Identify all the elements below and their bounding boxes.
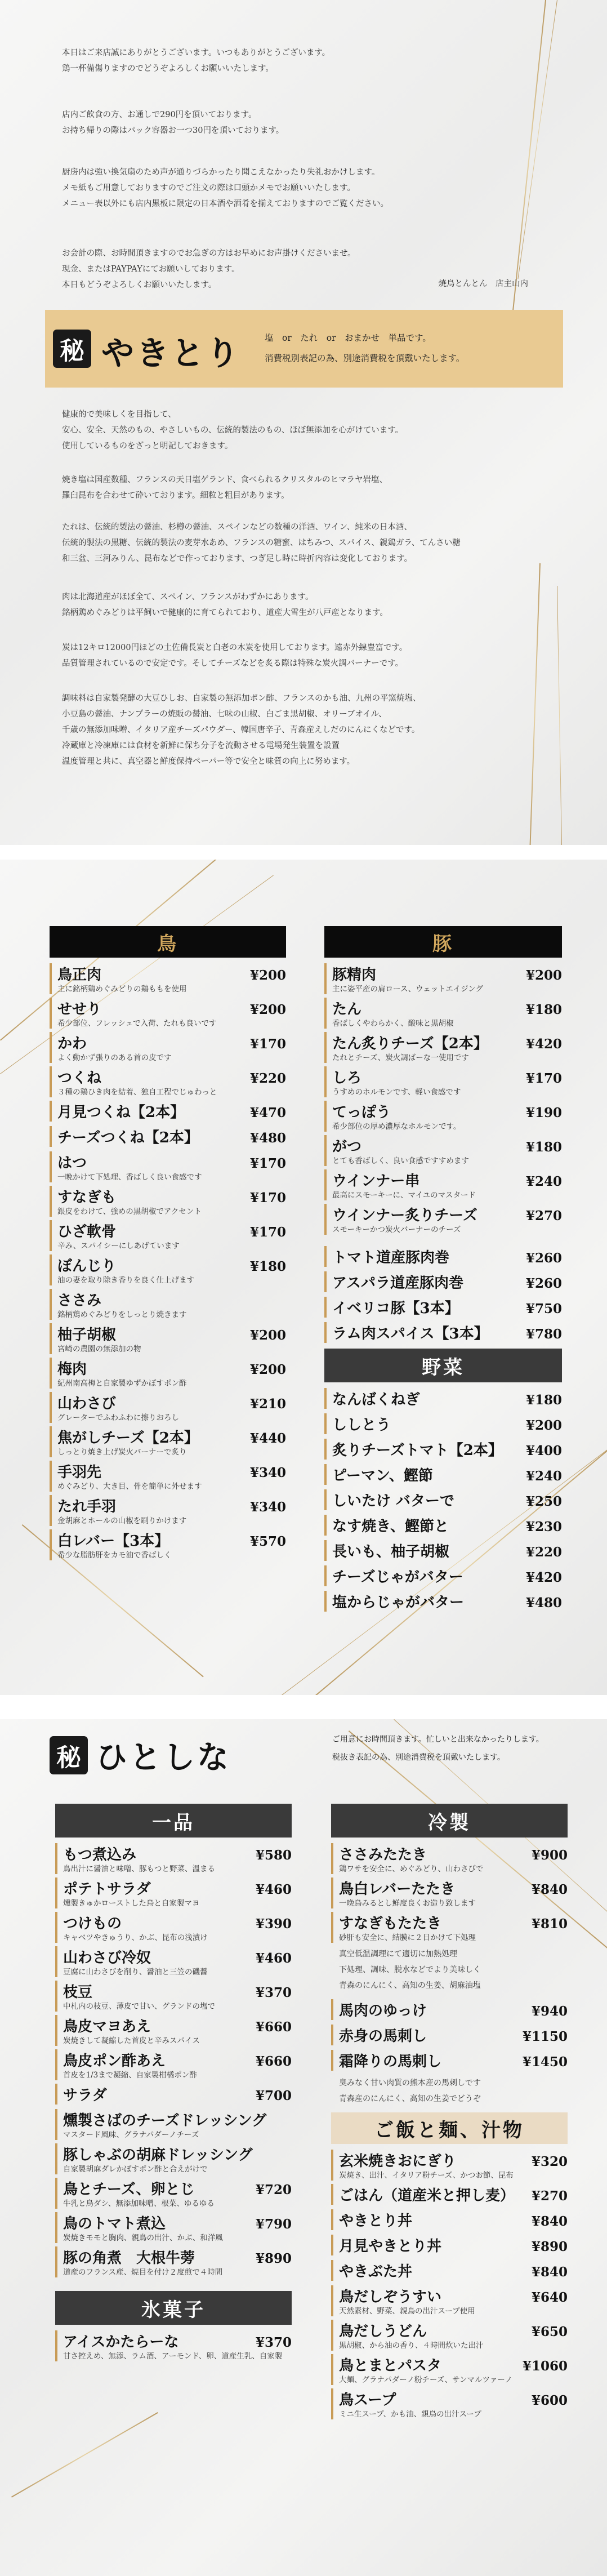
item-price: ¥840 xyxy=(531,2264,568,2280)
item-name: すなぎもたたき xyxy=(339,1915,442,1932)
item-name: ひざ軟骨 xyxy=(57,1224,117,1240)
menu-item xyxy=(55,2330,292,2361)
item-price: ¥260 xyxy=(525,1251,562,1266)
item-name: てっぽう xyxy=(332,1104,391,1121)
item-desc: 首皮を1/3まで凝縮、自家製柑橘ポン酢 xyxy=(63,2071,197,2080)
item-price: ¥900 xyxy=(531,1848,568,1863)
item-desc: 油の妻を取り除き香りを良く仕上げます xyxy=(57,1276,194,1285)
item-name: 鳥だしぞうすい xyxy=(339,2289,442,2306)
item-name: すなぎも xyxy=(57,1189,117,1206)
item-name: ごはん（道産米と押し麦） xyxy=(339,2187,515,2204)
buta-column xyxy=(324,926,562,1616)
hitoshina-title: ひとしな xyxy=(96,1739,231,1776)
menu-item xyxy=(50,1323,286,1354)
menu-item xyxy=(324,1322,562,1343)
menu-item xyxy=(55,2015,292,2046)
menu-item xyxy=(331,2209,568,2230)
menu-item xyxy=(331,2320,568,2351)
item-desc: 炭焼き、出汁、イタリア粉チーズ、かつお節、昆布 xyxy=(339,2171,514,2180)
item-price: ¥480 xyxy=(525,1595,562,1610)
menu-item xyxy=(324,1135,562,1166)
menu-item xyxy=(324,1169,562,1200)
item-desc: スモーキーかつ炭火バーナーのチーズ xyxy=(332,1225,461,1234)
item-desc: 希少部位の厚め濃厚なホルモンです。 xyxy=(332,1122,461,1131)
item-desc: 辛み、スパイシーにしあげています xyxy=(57,1242,180,1251)
item-name: ポテトサラダ xyxy=(63,1881,151,1898)
intro-line: 現金、またはPAYPAYにてお願いしております。 xyxy=(62,265,240,274)
item-name: アスパラ道産豚肉巻 xyxy=(332,1275,463,1292)
item-price: ¥270 xyxy=(531,2188,568,2204)
item-desc: 鳥出汁に醤油と味噌、豚もつと野菜、温まる xyxy=(63,1865,215,1874)
item-desc: 鶏ワサを安全に、めぐみどり、山わさびで xyxy=(339,1865,484,1874)
menu-item xyxy=(331,2354,568,2385)
item-price: ¥660 xyxy=(255,2054,292,2069)
item-desc: グレーターでふわふわに擦りおろし xyxy=(57,1413,179,1422)
hitoshina-line1: ご用意にお時間頂きます。忙しいと出来なかったりします。 xyxy=(332,1735,544,1744)
item-desc: 一晩かけて下処理、香ばしく良い食感です xyxy=(57,1173,202,1182)
item-name: 枝豆 xyxy=(63,1984,93,2001)
item-price: ¥170 xyxy=(249,1225,286,1240)
item-desc: めぐみどり、大き目、骨を簡単に外せます xyxy=(57,1482,202,1491)
item-name: つけもの xyxy=(63,1915,122,1932)
menu-item xyxy=(50,1461,286,1492)
yakitori-line2: 消費税別表記の為、別途消費税を頂戴いたします。 xyxy=(265,353,465,363)
menu-item xyxy=(50,1126,286,1147)
item-price: ¥200 xyxy=(525,968,562,983)
menu-item xyxy=(324,998,562,1029)
menu-item xyxy=(331,2150,568,2181)
item-name: 焦がしチーズ【2本】 xyxy=(57,1430,199,1447)
menu-item xyxy=(50,1032,286,1063)
item-price: ¥420 xyxy=(525,1036,562,1052)
item-desc: マスタード風味、グラナパダーノチーズ xyxy=(63,2130,199,2139)
body-paragraph: 健康的で美味しくを目指して、 安心、安全、天然のもの、やさしいもの、伝統的製法のもの、ほぼ無添加を心がけています。 使用しているものをざっと明記しておきます。 xyxy=(62,410,404,451)
intro-line: 厨房内は強い換気扇のため声が通りづらかったり聞こえなかったり失礼おかけします。 xyxy=(62,168,380,177)
item-desc: 炭焼きして凝縮した首皮と辛みスパイス xyxy=(63,2036,200,2045)
tori-column xyxy=(50,926,286,1564)
item-name: 豚の角煮 大根牛蒡 xyxy=(63,2250,195,2267)
item-name: ぼんじり xyxy=(57,1258,117,1275)
item-price: ¥460 xyxy=(255,1951,292,1966)
item-name: イベリコ豚【3本】 xyxy=(332,1300,459,1317)
menu-item xyxy=(324,1515,562,1536)
item-desc: 香ばしくやわらかく、酸味と黒胡椒 xyxy=(332,1019,454,1028)
item-name: 鳥スープ xyxy=(339,2392,396,2409)
menu-item xyxy=(50,1358,286,1389)
item-name: 豚しゃぶの胡麻ドレッシング xyxy=(63,2147,253,2164)
item-price: ¥480 xyxy=(249,1131,286,1146)
menu-item xyxy=(331,2184,568,2205)
reisei-note2: 臭みなく甘い肉質の熊本産の馬刺しです 青森産のにんにく、高知の生姜でどうぞ xyxy=(339,2079,481,2103)
item-price: ¥240 xyxy=(525,1469,562,1484)
menu-item xyxy=(324,1271,562,1292)
item-price: ¥320 xyxy=(531,2154,568,2169)
menu-item xyxy=(324,1297,562,1318)
item-price: ¥810 xyxy=(531,1916,568,1932)
item-desc: 大麺、グラナパダーノ粉チーズ、サンマルツァーノ xyxy=(339,2375,513,2384)
hyoka-header: 氷菓子 xyxy=(55,2291,292,2325)
item-price: ¥340 xyxy=(249,1465,286,1480)
item-desc: とても香ばしく、良い食感ですすめます xyxy=(332,1156,469,1165)
menu-item xyxy=(50,1392,286,1423)
item-name: 豚精肉 xyxy=(332,967,377,984)
item-price: ¥180 xyxy=(525,1140,562,1155)
item-desc: 甘さ控えめ、無添、ラム酒、アーモンド、卵、道産生乳、自家製 xyxy=(63,2352,283,2361)
item-name: 鳥とチーズ、卵とじ xyxy=(63,2181,195,2198)
item-desc: 銀皮をわけて、強めの黒胡椒でアクセント xyxy=(57,1207,202,1216)
item-name: たれ手羽 xyxy=(57,1498,117,1515)
yakitori-title: やきとり xyxy=(101,334,242,372)
menu-item xyxy=(324,1032,562,1063)
menu-item xyxy=(324,1439,562,1460)
menu-item xyxy=(331,1878,568,1908)
item-price: ¥340 xyxy=(249,1500,286,1515)
item-desc: 宮崎の農園の無添加の物 xyxy=(57,1345,141,1354)
item-price: ¥260 xyxy=(525,1276,562,1291)
item-price: ¥890 xyxy=(255,2251,292,2266)
item-name: ささみたたき xyxy=(339,1847,427,1863)
menu-item xyxy=(324,1540,562,1561)
item-name: 山わさび xyxy=(57,1395,117,1412)
item-name: ウインナー串 xyxy=(332,1173,420,1190)
reisei-header: 冷製 xyxy=(331,1804,568,1838)
item-name: なんばくねぎ xyxy=(332,1391,421,1408)
item-price: ¥190 xyxy=(525,1105,562,1120)
item-price: ¥570 xyxy=(249,1534,286,1549)
menu-item xyxy=(331,2260,568,2281)
item-price: ¥660 xyxy=(255,2019,292,2035)
item-price: ¥180 xyxy=(525,1392,562,1408)
menu-item xyxy=(55,2212,292,2243)
menu-item xyxy=(331,1912,568,1943)
item-name: 梅肉 xyxy=(57,1361,87,1378)
item-desc: 銘柄鶏めぐみどりをしっとり焼きます xyxy=(57,1310,187,1319)
intro-line: 店内ご飲食の方、お通しで290円を頂いております。 xyxy=(62,110,257,119)
item-name: ウインナー炙りチーズ xyxy=(332,1207,477,1224)
item-price: ¥210 xyxy=(249,1396,286,1412)
menu-item xyxy=(324,963,562,994)
item-price: ¥170 xyxy=(249,1190,286,1205)
item-desc: 豆腐に山わさびを削り、醤油と三笠の磯醤 xyxy=(63,1968,208,1977)
menu-item xyxy=(55,2143,292,2174)
menu-item xyxy=(331,2050,568,2071)
item-desc: うすめのホルモンです、軽い食感です xyxy=(332,1088,461,1097)
menu-item xyxy=(324,1066,562,1097)
item-price: ¥750 xyxy=(525,1301,562,1316)
item-name: かわ xyxy=(57,1035,87,1052)
item-name: ピーマン、鰹節 xyxy=(332,1467,433,1484)
item-price: ¥840 xyxy=(531,1882,568,1897)
item-desc: 主に姿平産の肩ロース、ウェットエイジング xyxy=(332,985,484,994)
item-price: ¥370 xyxy=(255,1985,292,2000)
body-paragraph: 調味料は自家製発酵の大豆ひしお、自家製の無添加ポン酢、フランスのかも油、九州の平窯焼塩、 小豆島の醤油、ナンプラーの焼販の醤油、七味の山椒、白ごま黒胡椒、オリーブオイル、 千歳の無添加味噌、イタリア産チーズパウダー、韓国唐辛子、青森産えしだのにんにくなどです。 冷蔵庫と冷凍庫には食材を新鮮に保ち分子を流動させる電場発生装置を設置 温度管理と共に、真空器と鮮度保持ペーパー等で安全と味質の向上に努めます。 xyxy=(62,694,421,766)
menu-item xyxy=(324,1204,562,1235)
menu-item xyxy=(55,1878,292,1908)
item-desc: 金胡麻とホールの山椒を刷りかけます xyxy=(57,1516,187,1525)
item-price: ¥1150 xyxy=(522,2029,568,2044)
menu-item xyxy=(324,1464,562,1485)
item-price: ¥1450 xyxy=(522,2054,568,2070)
tori-header: 鳥 xyxy=(50,926,286,958)
item-desc: 最高にスモーキーに、マイユのマスタード xyxy=(332,1191,476,1200)
item-price: ¥180 xyxy=(249,1259,286,1274)
item-name: はつ xyxy=(57,1155,87,1172)
item-name: 長いも、柚子胡椒 xyxy=(332,1543,450,1560)
item-desc: 道産のフランス産、焼目を付け２度煎で４時間 xyxy=(63,2268,223,2277)
body-paragraph: 炭は12キロ12000円ほどの土佐備長炭と白老の木炭を使用しております。遠赤外線豊富です。 品質管理されているので安定です。そしてチーズなどを炙る際は特殊な炭火調バーナーです。 xyxy=(62,643,408,668)
item-price: ¥170 xyxy=(525,1071,562,1086)
item-price: ¥1060 xyxy=(522,2359,568,2374)
menu-item xyxy=(55,2178,292,2209)
body-paragraph: たれは、伝統的製法の醤油、杉樽の醤油、スペインなどの数種の洋酒、ワイン、純米の日本酒、 伝統的製法の黒糖、伝統的製法の麦芽水あめ、フランスの糖蜜、はちみつ、スパイス、親鶏ガラ、てんさい糖 和三盆、三河みりん、昆布などで作っております、つぎ足し時に時折内容は変化しております。 xyxy=(62,523,461,563)
item-price: ¥700 xyxy=(255,2088,292,2103)
item-name: 鳥白レバーたたき xyxy=(339,1881,456,1898)
item-name: 燻製さばのチーズドレッシング xyxy=(63,2112,267,2129)
item-name: ささみ xyxy=(57,1292,102,1309)
menu-item xyxy=(55,1981,292,2012)
body-paragraph: 焼き塩は国産数種、フランスの天日塩ゲランド、食べられるクリスタルのヒマラヤ岩塩、 羅臼昆布を合わせて砕いております。細粒と粗目があります。 xyxy=(62,475,387,500)
item-name: なす焼き、鰹節と xyxy=(332,1518,449,1535)
item-name: サラダ xyxy=(63,2087,107,2104)
item-price: ¥600 xyxy=(531,2393,568,2408)
item-desc: 紀州南高梅と自家製ゆずかぼすポン酢 xyxy=(57,1379,187,1388)
secret-logo-icon: 秘 xyxy=(53,330,91,368)
item-name: 塩からじゃがバター xyxy=(332,1594,465,1611)
yasai-header: 野菜 xyxy=(324,1349,562,1382)
page-kushi xyxy=(0,860,607,1695)
item-name: 月見つくね【2本】 xyxy=(57,1104,185,1121)
page-notice xyxy=(0,0,607,845)
intro-line: 本日はご来店誠にありがとうございます。いつもありがとうございます。 xyxy=(62,48,331,57)
menu-item xyxy=(55,2049,292,2080)
item-price: ¥270 xyxy=(525,1208,562,1224)
item-desc: 天然素材、野菜、親鳥の出汁スープ使用 xyxy=(339,2307,475,2316)
item-price: ¥220 xyxy=(525,1545,562,1560)
item-name: しいたけ バターで xyxy=(332,1493,455,1510)
menu-item xyxy=(331,2235,568,2255)
item-desc: 炭焼きモモと胸肉、親鳥の出汁、かぶ、和洋風 xyxy=(63,2234,223,2243)
right-column xyxy=(331,1804,568,2423)
page-hitoshina xyxy=(0,1719,607,2576)
secret-logo-icon: 秘 xyxy=(50,1736,88,1774)
body-paragraph: 肉は北海道産がほぼ全て、スペイン、フランスがわずかにあります。 銘柄鶏めぐみどりは平飼いで健康的に育てられており、道産大雪生が八戸産となります。 xyxy=(62,593,388,617)
item-name: 鳥皮ポン酢あえ xyxy=(63,2053,166,2070)
item-name: 手羽先 xyxy=(57,1464,102,1481)
menu-item xyxy=(50,1186,286,1217)
menu-item xyxy=(50,1289,286,1320)
menu-item xyxy=(324,1101,562,1132)
item-price: ¥200 xyxy=(249,968,286,983)
menu-item xyxy=(324,1413,562,1434)
item-desc: たれとチーズ、炭火調ばーな一使用です xyxy=(332,1053,469,1062)
menu-item xyxy=(50,1254,286,1285)
item-name: 霜降りの馬刺し xyxy=(339,2053,442,2070)
item-price: ¥180 xyxy=(525,1002,562,1017)
item-price: ¥230 xyxy=(525,1519,562,1534)
item-desc: ミニ生スープ、かも油、親鳥の出汁スープ xyxy=(339,2410,481,2419)
reisei-note: 真空低温調理にて適切に加熱処理 下処理、調味、脱水などでより美味しく 青森のにんにく、高知の生姜、胡麻油塩 xyxy=(339,1950,481,1990)
menu-item xyxy=(324,1246,562,1267)
item-name: 山わさび冷奴 xyxy=(63,1950,151,1967)
menu-item xyxy=(331,2025,568,2045)
item-name: たん炙りチーズ【2本】 xyxy=(332,1035,488,1052)
item-name: 炙りチーズトマト【2本】 xyxy=(332,1442,503,1459)
item-name: チーズじゃがバター xyxy=(332,1569,463,1586)
yakitori-banner xyxy=(45,310,563,388)
item-name: やきとり丼 xyxy=(339,2213,413,2230)
item-price: ¥240 xyxy=(525,1174,562,1189)
item-price: ¥220 xyxy=(249,1071,286,1086)
menu-item xyxy=(324,1565,562,1586)
item-name: アイスかたらーな xyxy=(63,2334,179,2351)
item-price: ¥420 xyxy=(525,1570,562,1585)
ippin-header: 一品 xyxy=(55,1804,292,1838)
menu-item xyxy=(50,1529,286,1560)
menu-item xyxy=(50,1151,286,1182)
gold-line xyxy=(11,2412,158,2498)
item-desc: よく動かず張りのある首の皮です xyxy=(57,1053,172,1062)
hitoshina-line2: 税抜き表記の為、別途消費税を頂戴いたします。 xyxy=(332,1753,505,1762)
item-name: 鳥のトマト煮込 xyxy=(63,2215,166,2232)
item-price: ¥780 xyxy=(525,1327,562,1342)
item-name: やきぶた丼 xyxy=(339,2263,413,2280)
ippin-column xyxy=(55,1804,292,2365)
menu-item xyxy=(55,1946,292,1977)
intro-line: メニュー表以外にも店内黒板に限定の日本酒や酒肴を揃えておりますのでご覧ください。 xyxy=(62,199,389,208)
item-name: 月見やきとり丼 xyxy=(339,2238,442,2255)
item-desc: 中札内の枝豆、薄皮で甘い、グランドの塩で xyxy=(63,2002,215,2011)
item-price: ¥370 xyxy=(255,2335,292,2350)
item-desc: しっとり焼き上げ炭火バーナーで炙り xyxy=(57,1448,187,1457)
yakitori-line1: 塩 or たれ or おまかせ 単品です。 xyxy=(265,333,431,343)
item-name: ししとう xyxy=(332,1417,391,1434)
menu-item xyxy=(331,2388,568,2419)
item-name: せせり xyxy=(57,1001,102,1018)
item-name: 柚子胡椒 xyxy=(57,1327,117,1343)
menu-item xyxy=(55,2246,292,2277)
signature: 焼鳥とんとん 店主山内 xyxy=(438,279,528,288)
item-name: 白レバー【3本】 xyxy=(57,1533,169,1550)
menu-item xyxy=(50,1426,286,1457)
item-name: チーズつくね【2本】 xyxy=(57,1129,199,1146)
item-price: ¥170 xyxy=(249,1036,286,1052)
item-price: ¥940 xyxy=(531,2004,568,2019)
item-name: ラム肉スパイス【3本】 xyxy=(332,1325,489,1342)
item-price: ¥200 xyxy=(249,1002,286,1017)
item-desc: ３種の鶏ひき肉を結着、独自工程でじゅわっと xyxy=(57,1088,217,1097)
menu-item xyxy=(50,963,286,994)
item-desc: 一晩鳥みるとし鮮度良くお造り致します xyxy=(339,1899,476,1908)
item-desc: 燻製きゅかローストした鳥と自家製マヨ xyxy=(63,1899,200,1908)
item-price: ¥200 xyxy=(249,1362,286,1377)
intro-line: お会計の際、お時間頂きますのでお急ぎの方はお早めにお声掛けくださいませ。 xyxy=(62,249,356,258)
menu-item xyxy=(50,1495,286,1526)
item-name: もつ煮込み xyxy=(63,1847,137,1863)
intro-line: お持ち帰りの際はパック容器お一つ30円を頂いております。 xyxy=(62,126,284,135)
item-price: ¥840 xyxy=(531,2214,568,2229)
gohan-header: ご飯と麺、汁物 xyxy=(331,2112,568,2144)
item-price: ¥580 xyxy=(255,1848,292,1863)
intro-line: メモ紙もご用意しておりますのでご注文の際は口頭かメモでお願いいたします。 xyxy=(62,184,355,193)
item-desc: 主に銘柄鶏めぐみどりの鶏ももを使用 xyxy=(57,985,187,994)
item-desc: 砂肝も安全に、結膜に２日かけて下処理 xyxy=(339,1933,476,1942)
item-name: 馬肉のゆっけ xyxy=(339,2003,427,2019)
buta-header: 豚 xyxy=(324,926,562,958)
item-name: 鳥とまとパスタ xyxy=(339,2357,442,2374)
item-price: ¥170 xyxy=(249,1156,286,1171)
menu-item xyxy=(55,1912,292,1943)
gold-line xyxy=(517,0,557,279)
intro-line: 本日もどうぞよろしくお願いいたします。 xyxy=(62,281,217,290)
menu-item xyxy=(324,1388,562,1409)
menu-item xyxy=(331,2285,568,2316)
item-name: つくね xyxy=(57,1070,102,1087)
item-price: ¥400 xyxy=(525,1443,562,1458)
item-name: がつ xyxy=(332,1138,362,1155)
item-price: ¥890 xyxy=(531,2239,568,2254)
item-name: しろ xyxy=(332,1070,362,1087)
item-desc: 牛乳と鳥ダシ、無添加味噌、根菜、ゆるゆる xyxy=(63,2199,215,2208)
item-name: たん xyxy=(332,1001,362,1018)
menu-item xyxy=(50,998,286,1029)
item-price: ¥790 xyxy=(255,2217,292,2232)
item-desc: キャベツやきゅうり、かぶ、昆布の浅漬け xyxy=(63,1933,208,1942)
menu-item xyxy=(50,1220,286,1251)
item-price: ¥720 xyxy=(255,2182,292,2197)
item-desc: 自家製胡麻ダレかぼすポン酢と合えがけで xyxy=(63,2165,208,2174)
item-price: ¥460 xyxy=(255,1882,292,1897)
item-price: ¥390 xyxy=(255,1916,292,1932)
item-name: 鳥だしうどん xyxy=(339,2323,427,2340)
menu-item xyxy=(50,1066,286,1097)
item-price: ¥200 xyxy=(249,1328,286,1343)
item-name: 鳥正肉 xyxy=(57,967,102,984)
item-name: トマト道産豚肉巻 xyxy=(332,1249,450,1266)
item-desc: 黒胡椒、から油の香り、４時間炊いた出汁 xyxy=(339,2341,484,2350)
gold-line xyxy=(557,586,562,845)
menu-item xyxy=(50,1101,286,1122)
item-desc: 希少部位、フレッシュで入荷、たれも良いです xyxy=(57,1019,217,1028)
item-price: ¥470 xyxy=(249,1105,286,1120)
item-name: 赤身の馬刺し xyxy=(339,2028,427,2045)
item-price: ¥440 xyxy=(249,1431,286,1446)
menu-item xyxy=(55,1843,292,1874)
item-name: 鳥皮マヨあえ xyxy=(63,2018,151,2035)
item-price: ¥650 xyxy=(531,2324,568,2339)
menu-item xyxy=(331,1843,568,1874)
item-name: 玄米焼きおにぎり xyxy=(339,2153,457,2170)
item-price: ¥250 xyxy=(525,1494,562,1509)
item-price: ¥200 xyxy=(525,1418,562,1433)
item-desc: 希少な脂肪肝をカモ油で香ばしく xyxy=(57,1551,172,1560)
menu-item xyxy=(55,2084,292,2105)
menu-item xyxy=(324,1489,562,1510)
item-price: ¥640 xyxy=(531,2290,568,2305)
menu-item xyxy=(331,1999,568,2020)
intro-line: 鶏一杯備傷りますのでどうぞよろしくお願いいたします。 xyxy=(62,64,274,73)
menu-item xyxy=(55,2109,292,2140)
menu-item xyxy=(324,1591,562,1612)
